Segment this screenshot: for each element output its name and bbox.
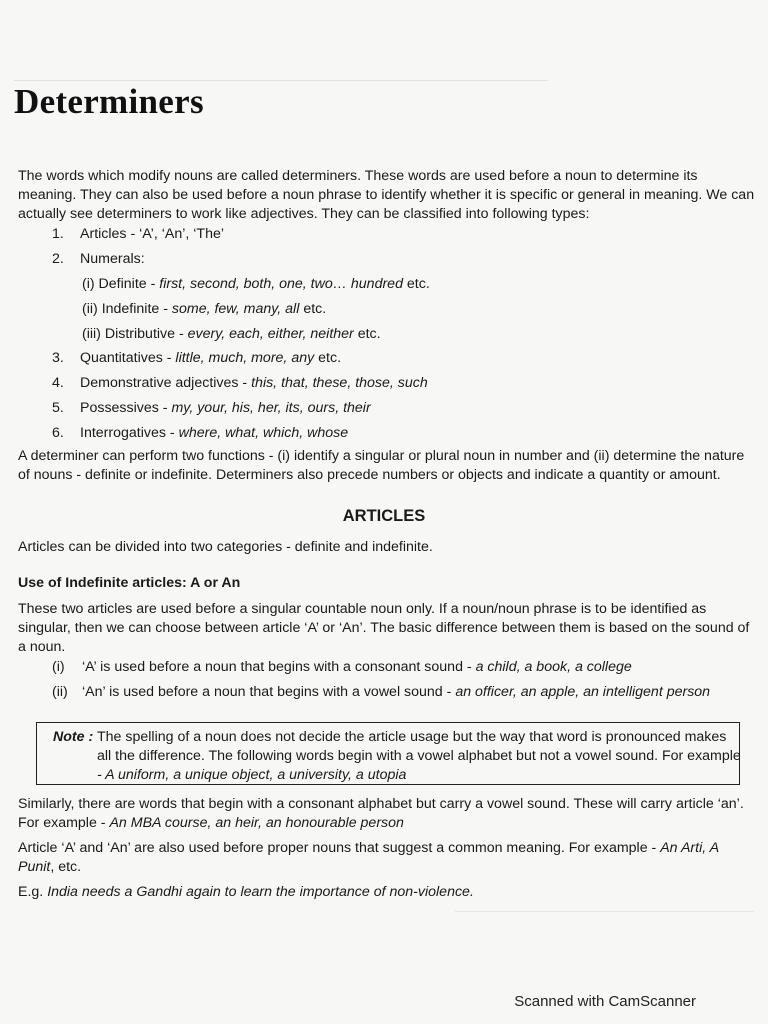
indefinite-intro: These two articles are used before a singular countable noun only. If a noun/noun phrase is to be identified as singular, then we can choose between article ‘A’ or ‘An’. The basic difference between them is based on the sound of a noun. bbox=[18, 601, 750, 655]
note-label: Note : bbox=[53, 729, 94, 745]
page-title: Determiners bbox=[14, 82, 204, 121]
similarly-paragraph: Similarly, there are words that begin with a consonant alphabet but carry a vowel sound. These will carry article ‘an’. For example - An MBA course, an heir, an honourable person bbox=[18, 796, 744, 831]
note-box bbox=[36, 722, 740, 785]
document-page: Determiners The words which modify nouns are called determiners. These words are used before a noun to determine its meaning. They can also be used before a noun phrase to identify whether it is specific or general in meaning. We can actually see determiners to work like adjectives. They can be classified into following types: 1. Articles - ‘A’, ‘An’, ‘The’ 2. Numerals: (i) Definite - first, second, both, one, two… hundred etc. (ii) Indefinite - some, few, many, all etc. (iii) Distributive - every, each, either, neither etc. 3. Quantitatives - little, much, more, any etc. 4. Demonstrative adjectives - this, that, these, those, such 5. Possessives - my, your, his, her, its, ours, their 6. Interrogatives - where, what, which, whose A determiner can perform two functions - (i) identify a singular or plural noun in number and (ii) determine the nature of nouns - definite or indefinite. Determiners also precede numbers or objects and indicate a quantity or amount. ARTICLES Articles can be divided into two categories - definite and indefinite. Use of Indefinite articles: A or An These two articles are used before a singular countable noun only. If a noun/noun phrase is to be identified as singular, then we can choose between article ‘A’ or ‘An’. The basic difference between them is based on the sound of a noun. (i) ‘A’ is used before a noun that begins with a consonant sound - a child, a book, a college (ii) ‘An’ is used before a noun that begins with a vowel sound - an officer, an apple, an intelligent person Note : The spelling of a noun does not decide the article usage but the way that word is pronounced makes all the difference. The following words begin with a vowel alphabet but not a vowel sound. For example - A uniform, a unique object, a university, a utopia Similarly, there are words that begin with a consonant alphabet but carry a vowel sound. These will carry article ‘an’. For example - An MBA course, an heir, an honourable person Article ‘A’ and ‘An’ are also used before proper nouns that suggest a common meaning. For example - An Arti, A Punit, etc. E.g. India needs a Gandhi again to learn the importance of non-violence. Scanned with CamScanner bbox=[0, 0, 768, 1024]
intro-paragraph: The words which modify nouns are called determiners. These words are used before a noun to determine its meaning. They can also be used before a noun phrase to identify whether it is specific or general in meaning. We can actually see determiners to work like adjectives. They can be classified into following types: bbox=[18, 168, 755, 222]
functions-paragraph: A determiner can perform two functions - (i) identify a singular or plural noun in number and (ii) determine the nature of nouns - definite or indefinite. Determiners also precede numbers or objects and indicate a quantity or amount. bbox=[18, 448, 745, 483]
example-paragraph: E.g. India needs a Gandhi again to learn the importance of non-violence. bbox=[18, 884, 474, 900]
top-divider bbox=[14, 80, 548, 81]
scan-divider bbox=[455, 911, 754, 912]
scanner-watermark: Scanned with CamScanner bbox=[514, 993, 696, 1010]
proper-nouns-paragraph: Article ‘A’ and ‘An’ are also used before proper nouns that suggest a common meaning. For example - An Arti, A Punit, etc. bbox=[18, 840, 719, 875]
subsection-heading: Use of Indefinite articles: A or An bbox=[18, 575, 241, 591]
section-heading: ARTICLES bbox=[342, 507, 426, 525]
note-body: The spelling of a noun does not decide the article usage but the way that word is pronounced makes all the difference. The following words begin with a vowel alphabet but not a vowel sound. For example - A uniform, a unique object, a university, a utopia bbox=[97, 729, 741, 783]
articles-intro: Articles can be divided into two categories - definite and indefinite. bbox=[18, 539, 433, 555]
